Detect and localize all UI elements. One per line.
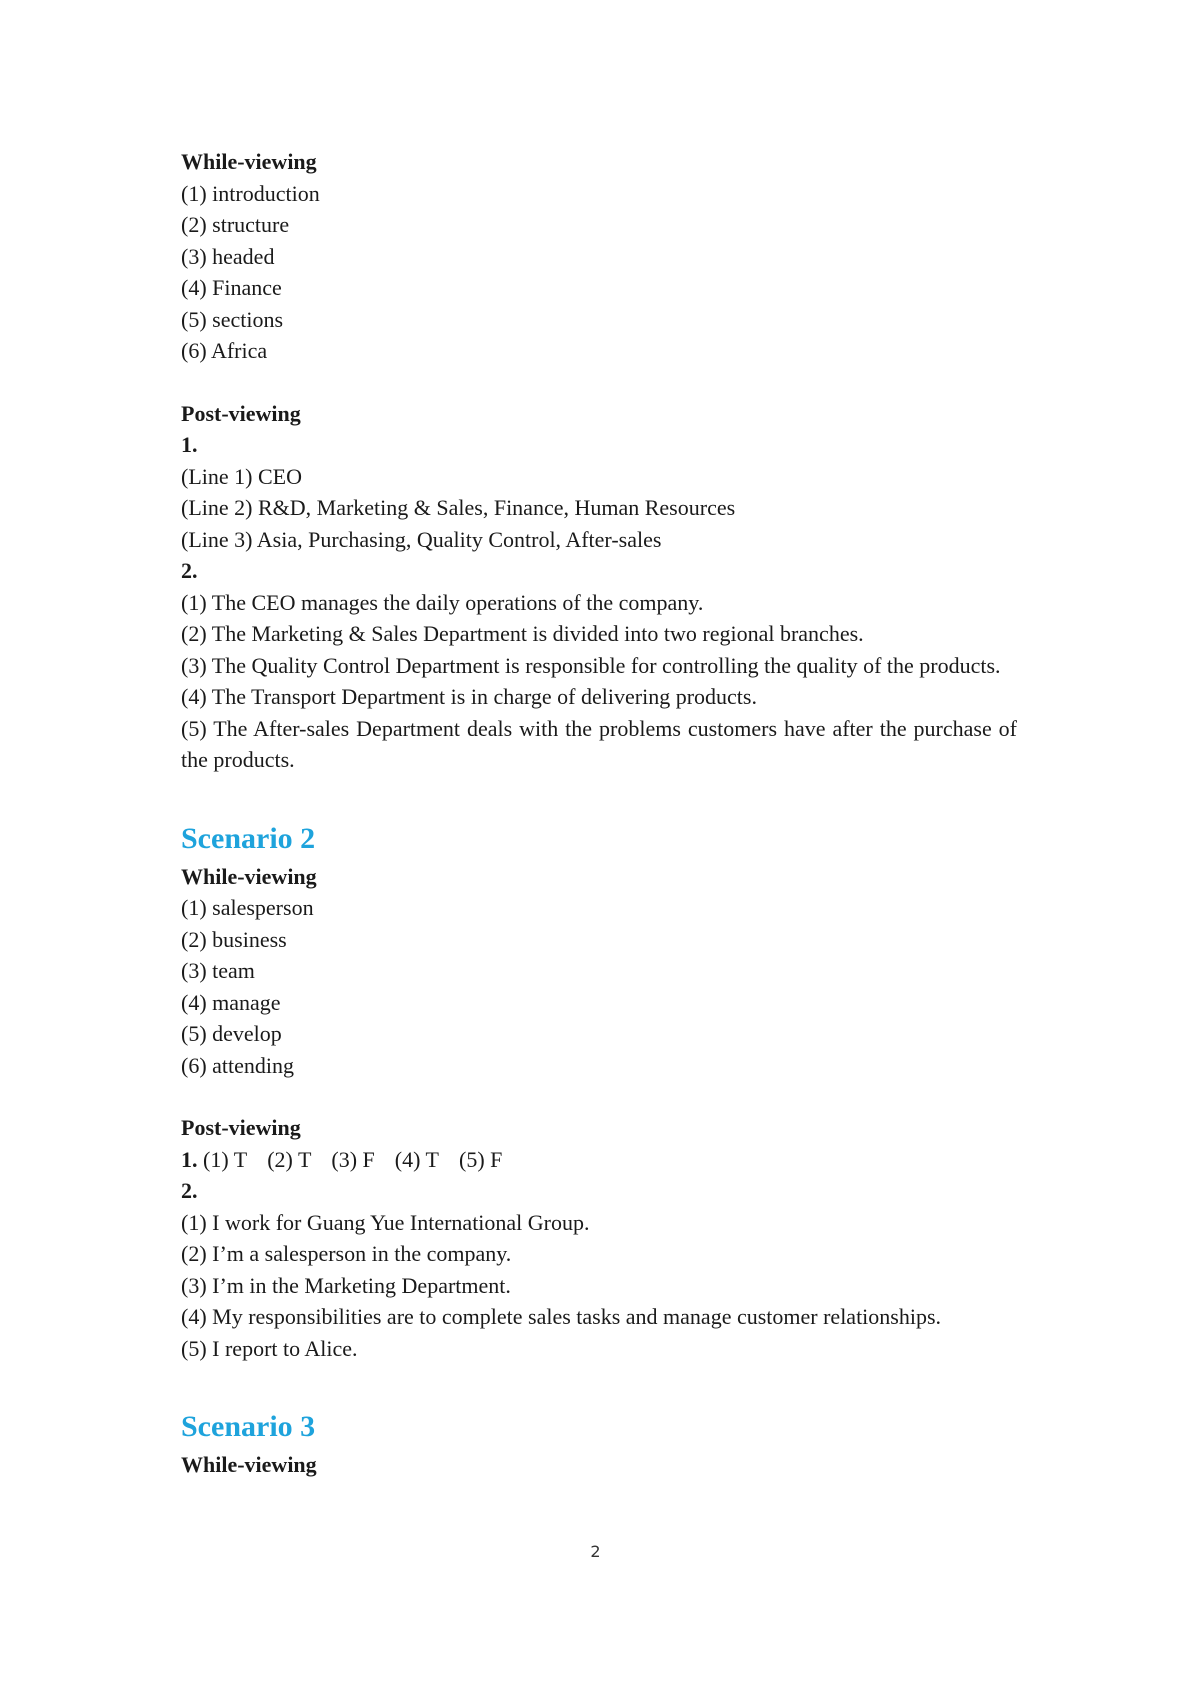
answer-line: (4) The Transport Department is in charge of delivering products. xyxy=(181,684,757,709)
answer-line: (3) The Quality Control Department is responsible for controlling the quality of the products. xyxy=(181,652,1001,678)
question-label: 1. xyxy=(181,432,198,457)
answer-line: (5) sections xyxy=(181,306,284,332)
answer-line: (4) Finance xyxy=(181,275,282,300)
answer-line: (Line 3) Asia, Purchasing, Quality Control, After-sales xyxy=(181,526,662,552)
answer-line: (1) salesperson xyxy=(181,895,314,920)
post-viewing-heading: Post-viewing xyxy=(181,400,301,426)
answer-line: (1) introduction xyxy=(181,180,320,206)
answer-line: (Line 2) R&D, Marketing & Sales, Finance, Human Resources xyxy=(181,495,736,520)
tf-answer: (3) F xyxy=(331,1146,375,1172)
answer-line: (6) Africa xyxy=(181,338,268,363)
question-label: 2. xyxy=(181,558,198,583)
true-false-answers xyxy=(181,1144,1017,1176)
while-viewing-heading: While-viewing xyxy=(181,149,317,174)
while-viewing-heading: While-viewing xyxy=(181,863,317,889)
answer-line: (1) The CEO manages the daily operations of the company. xyxy=(181,589,704,615)
tf-answer: (4) T xyxy=(394,1146,439,1172)
answer-line: (1) I work for Guang Yue International Group. xyxy=(181,1209,590,1235)
answer-line: (6) attending xyxy=(181,1052,295,1078)
answer-line: (5) The After-sales Department deals with the problems customers have after the purchase of the products. xyxy=(181,715,1017,772)
answer-line: (5) develop xyxy=(181,1021,282,1046)
answer-line: (4) manage xyxy=(181,989,281,1015)
answer-line: (4) My responsibilities are to complete sales tasks and manage customer relationships. xyxy=(181,1304,942,1329)
question-label: 1. xyxy=(181,1146,198,1172)
answer-line: (Line 1) CEO xyxy=(181,463,302,489)
document-page xyxy=(181,146,1017,1481)
post-viewing-heading: Post-viewing xyxy=(181,1115,301,1140)
answer-line: (5) I report to Alice. xyxy=(181,1335,358,1361)
answer-line: (2) business xyxy=(181,926,287,952)
tf-answer: (2) T xyxy=(267,1146,312,1172)
tf-answer: (1) T xyxy=(203,1146,248,1172)
question-label: 2. xyxy=(181,1178,198,1203)
scenario-heading: Scenario 3 xyxy=(181,1410,316,1443)
answer-line: (3) headed xyxy=(181,243,275,269)
while-viewing-heading: While-viewing xyxy=(181,1452,317,1477)
page-number: 2 xyxy=(590,1542,601,1561)
scenario-heading: Scenario 2 xyxy=(181,821,316,855)
answer-line: (3) I’m in the Marketing Department. xyxy=(181,1272,511,1298)
tf-answer: (5) F xyxy=(459,1146,503,1172)
answer-line: (2) I’m a salesperson in the company. xyxy=(181,1241,512,1266)
answer-line: (2) The Marketing & Sales Department is divided into two regional branches. xyxy=(181,621,864,646)
answer-line: (3) team xyxy=(181,958,255,983)
answer-line: (2) structure xyxy=(181,212,290,237)
